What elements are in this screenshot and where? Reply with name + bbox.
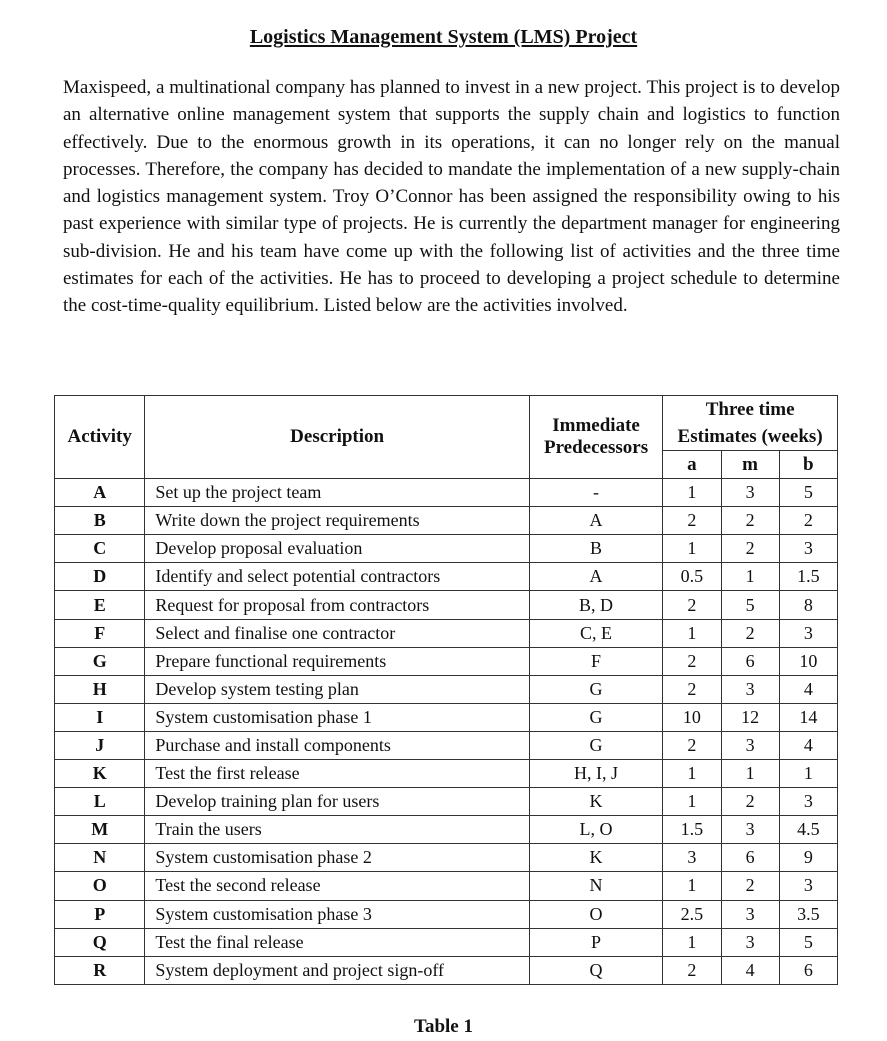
cell-activity: N (55, 844, 145, 872)
header-estimates-line1: Three time (705, 399, 795, 420)
cell-b: 3 (779, 619, 837, 647)
cell-b: 1 (779, 760, 837, 788)
cell-b: 4.5 (779, 816, 837, 844)
activities-table (54, 395, 838, 985)
cell-description: Set up the project team (145, 479, 530, 507)
cell-b: 1.5 (779, 563, 837, 591)
cell-b: 4 (779, 675, 837, 703)
cell-predecessors: K (529, 788, 662, 816)
header-activity: Activity (55, 396, 145, 479)
cell-predecessors: H, I, J (529, 760, 662, 788)
cell-a: 1 (663, 760, 721, 788)
header-predecessors-line2: Predecessors (543, 437, 649, 459)
cell-b: 14 (779, 703, 837, 731)
cell-predecessors: L, O (529, 816, 662, 844)
table-row (55, 647, 838, 675)
cell-a: 2 (663, 731, 721, 759)
cell-b: 5 (779, 928, 837, 956)
cell-a: 1 (663, 619, 721, 647)
cell-a: 1 (663, 479, 721, 507)
cell-b: 9 (779, 844, 837, 872)
cell-activity: C (55, 535, 145, 563)
cell-activity: I (55, 703, 145, 731)
cell-b: 10 (779, 647, 837, 675)
cell-m: 3 (721, 816, 779, 844)
cell-a: 1 (663, 788, 721, 816)
header-a: a (663, 451, 721, 479)
cell-activity: R (55, 956, 145, 984)
cell-description: Test the first release (145, 760, 530, 788)
cell-a: 3 (663, 844, 721, 872)
table-row (55, 872, 838, 900)
cell-a: 2 (663, 675, 721, 703)
cell-b: 2 (779, 507, 837, 535)
cell-a: 1 (663, 928, 721, 956)
cell-a: 2 (663, 647, 721, 675)
cell-m: 2 (721, 872, 779, 900)
cell-b: 4 (779, 731, 837, 759)
cell-a: 1 (663, 535, 721, 563)
cell-predecessors: P (529, 928, 662, 956)
cell-a: 1 (663, 872, 721, 900)
cell-description: Test the second release (145, 872, 530, 900)
cell-predecessors: G (529, 731, 662, 759)
cell-description: Develop system testing plan (145, 675, 530, 703)
cell-predecessors: K (529, 844, 662, 872)
cell-b: 3.5 (779, 900, 837, 928)
table-caption: Table 1 (414, 1016, 473, 1037)
cell-predecessors: - (529, 479, 662, 507)
cell-activity: O (55, 872, 145, 900)
cell-description: Develop proposal evaluation (145, 535, 530, 563)
cell-m: 1 (721, 760, 779, 788)
cell-m: 3 (721, 731, 779, 759)
cell-m: 3 (721, 675, 779, 703)
cell-a: 2 (663, 507, 721, 535)
cell-a: 0.5 (663, 563, 721, 591)
cell-a: 2.5 (663, 900, 721, 928)
table-row (55, 760, 838, 788)
table-row (55, 535, 838, 563)
header-predecessors (529, 396, 662, 479)
cell-a: 2 (663, 956, 721, 984)
table-row (55, 900, 838, 928)
cell-predecessors: N (529, 872, 662, 900)
header-predecessors-line1: Immediate (552, 415, 640, 437)
table-row (55, 619, 838, 647)
table-row (55, 731, 838, 759)
cell-m: 12 (721, 703, 779, 731)
table-row (55, 675, 838, 703)
cell-m: 4 (721, 956, 779, 984)
cell-m: 2 (721, 619, 779, 647)
cell-m: 3 (721, 479, 779, 507)
cell-description: System customisation phase 1 (145, 703, 530, 731)
cell-a: 10 (663, 703, 721, 731)
header-b: b (779, 451, 837, 479)
cell-m: 1 (721, 563, 779, 591)
cell-description: Prepare functional requirements (145, 647, 530, 675)
cell-description: Identify and select potential contractors (145, 563, 530, 591)
cell-b: 3 (779, 535, 837, 563)
cell-activity: E (55, 591, 145, 619)
cell-activity: J (55, 731, 145, 759)
cell-description: System customisation phase 2 (145, 844, 530, 872)
cell-a: 1.5 (663, 816, 721, 844)
cell-activity: G (55, 647, 145, 675)
activity-rows (55, 479, 838, 985)
table-row (55, 563, 838, 591)
table-row (55, 591, 838, 619)
cell-activity: D (55, 563, 145, 591)
cell-description: Test the final release (145, 928, 530, 956)
cell-activity: F (55, 619, 145, 647)
cell-activity: P (55, 900, 145, 928)
header-description: Description (145, 396, 530, 479)
cell-b: 3 (779, 788, 837, 816)
cell-b: 8 (779, 591, 837, 619)
cell-predecessors: F (529, 647, 662, 675)
cell-m: 6 (721, 647, 779, 675)
cell-description: Purchase and install components (145, 731, 530, 759)
cell-predecessors: A (529, 563, 662, 591)
cell-activity: M (55, 816, 145, 844)
cell-b: 5 (779, 479, 837, 507)
cell-a: 2 (663, 591, 721, 619)
cell-description: Write down the project requirements (145, 507, 530, 535)
cell-m: 3 (721, 900, 779, 928)
cell-activity: K (55, 760, 145, 788)
table-row (55, 928, 838, 956)
cell-m: 3 (721, 928, 779, 956)
intro-paragraph: Maxispeed, a multinational company has planned to invest in a new project. This project is to develop an alternative online management system that supports the supply chain and logistics to function effectively. Due to the enormous growth in its operations, it can no longer rely on the manual processes. Therefore, the company has decided to mandate the implementation of a new supply-chain and logistics management system. Troy O’Connor has been assigned the responsibility owing to his past experience with similar type of projects. He is currently the department manager for engineering sub-division. He and his team have come up with the following list of activities and the three time estimates for each of the activities. He has to proceed to developing a project schedule to determine the cost-time-quality equilibrium. Listed below are the activities involved. (63, 77, 840, 317)
cell-m: 6 (721, 844, 779, 872)
cell-predecessors: B, D (529, 591, 662, 619)
header-m: m (721, 451, 779, 479)
cell-b: 6 (779, 956, 837, 984)
cell-activity: H (55, 675, 145, 703)
cell-description: System deployment and project sign-off (145, 956, 530, 984)
cell-activity: L (55, 788, 145, 816)
cell-predecessors: G (529, 675, 662, 703)
cell-description: Train the users (145, 816, 530, 844)
table-row (55, 507, 838, 535)
cell-predecessors: B (529, 535, 662, 563)
cell-m: 2 (721, 535, 779, 563)
cell-description: System customisation phase 3 (145, 900, 530, 928)
cell-predecessors: Q (529, 956, 662, 984)
cell-activity: A (55, 479, 145, 507)
cell-activity: B (55, 507, 145, 535)
cell-predecessors: O (529, 900, 662, 928)
cell-predecessors: A (529, 507, 662, 535)
cell-m: 5 (721, 591, 779, 619)
cell-description: Request for proposal from contractors (145, 591, 530, 619)
table-row (55, 703, 838, 731)
cell-predecessors: C, E (529, 619, 662, 647)
header-estimates-line2: Estimates (weeks) (677, 426, 823, 447)
cell-predecessors: G (529, 703, 662, 731)
cell-activity: Q (55, 928, 145, 956)
table-row (55, 479, 838, 507)
cell-description: Select and finalise one contractor (145, 619, 530, 647)
cell-description: Develop training plan for users (145, 788, 530, 816)
table-row (55, 956, 838, 984)
cell-m: 2 (721, 788, 779, 816)
table-row (55, 788, 838, 816)
table-row (55, 816, 838, 844)
cell-b: 3 (779, 872, 837, 900)
cell-m: 2 (721, 507, 779, 535)
document-title: Logistics Management System (LMS) Project (249, 26, 638, 48)
header-estimates (663, 396, 838, 451)
table-row (55, 844, 838, 872)
